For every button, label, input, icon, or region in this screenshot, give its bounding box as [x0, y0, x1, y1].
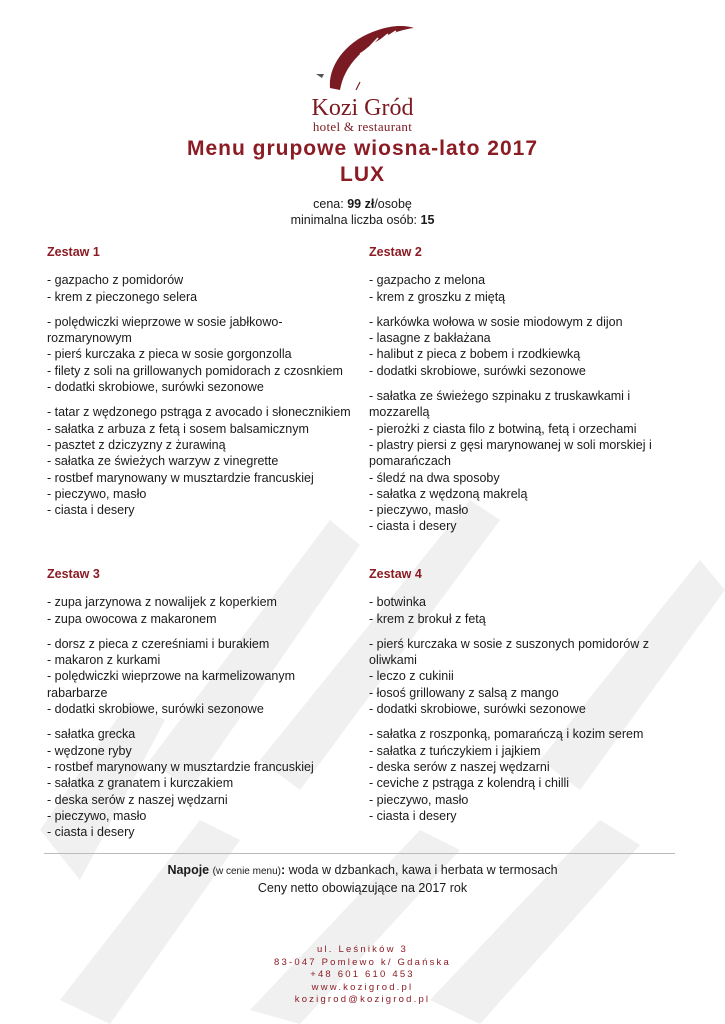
menu-item: - pieczywo, masło [369, 503, 469, 518]
course-group [369, 314, 669, 379]
menu-item: - ceviche z pstrąga z kolendrą i chilli [369, 776, 570, 791]
menu-item: - zupa owocowa z makaronem [47, 611, 217, 626]
set-2 [369, 244, 669, 544]
menu-item: - botwinka [369, 595, 426, 610]
menu-item: - zupa jarzynowa z nowalijek z koperkiem [47, 595, 277, 610]
course-group [369, 636, 669, 717]
menu-item: - makaron z kurkami [47, 653, 161, 668]
menu-item: - plastry piersi z gęsi marynowanej w soli morskiej i [369, 437, 652, 452]
brand-subtitle: hotel & restaurant [312, 119, 413, 134]
footer-city: 83-047 Pomlewo k/ Gdańska [274, 956, 451, 968]
menu-item: - filety z soli na grillowanych pomidorach z czosnkiem [47, 363, 343, 378]
course-group [369, 388, 669, 535]
menu-item: - sałatka z arbuza z fetą i sosem balsamicznym [47, 421, 309, 436]
menu-item: - pieczywo, masło [47, 808, 147, 823]
menu-item: - łosoś grillowany z salsą z mango [369, 685, 559, 700]
menu-item: - gazpacho z melona [369, 273, 486, 288]
set-title: Zestaw 1 [47, 245, 100, 259]
menu-item: mozzarellą [369, 405, 430, 420]
menu-variant: LUX [340, 163, 385, 186]
course-group [369, 272, 669, 305]
menu-item: - polędwiczki wieprzowe na karmelizowanym [47, 669, 296, 684]
menu-item: - dodatki skrobiowe, surówki sezonowe [369, 363, 586, 378]
menu-item: - krem z pieczonego selera [47, 289, 198, 304]
drinks-label: Napoje [167, 863, 210, 877]
logo [300, 18, 425, 134]
menu-item: - dodatki skrobiowe, surówki sezonowe [369, 702, 586, 717]
set-3 [47, 566, 347, 849]
menu-item: - halibut z pieca z bobem i rzodkiewką [369, 347, 581, 362]
course-group [47, 636, 347, 717]
min-persons-label: minimalna liczba osób: [290, 213, 421, 227]
menu-item: - ciasta i desery [47, 825, 135, 840]
menu-item: - ciasta i desery [369, 519, 457, 534]
menu-item: - sałatka ze świeżego szpinaku z truskawkami i [369, 389, 631, 404]
course-group [47, 272, 347, 305]
divider [44, 853, 675, 854]
drinks-text: woda w dzbankach, kawa i herbata w termosach [285, 863, 558, 877]
prices-note: Ceny netto obowiązujące na 2017 rok [257, 881, 468, 895]
menu-item: - sałatka grecka [47, 727, 136, 742]
menu-item: - krem z brokuł z fetą [369, 611, 486, 626]
drinks-note: (w cenie menu) [212, 866, 281, 877]
course-group [47, 314, 347, 395]
set-4 [369, 566, 669, 833]
min-persons-line [0, 212, 725, 228]
menu-item: - ciasta i desery [47, 503, 135, 518]
menu-item: - pasztet z dziczyzny z żurawiną [47, 437, 226, 452]
menu-item: - wędzone ryby [47, 743, 132, 758]
course-group [47, 594, 347, 627]
menu-item: - gazpacho z pomidorów [47, 273, 184, 288]
menu-item: - krem z groszku z miętą [369, 289, 506, 304]
price-line [0, 196, 725, 212]
footer-contact [0, 944, 725, 1007]
menu-item: rozmarynowym [47, 331, 132, 346]
menu-item: - pieczywo, masło [47, 486, 147, 501]
menu-item: - sałatka z granatem i kurczakiem [47, 776, 234, 791]
menu-item: - pieczywo, masło [369, 792, 469, 807]
menu-item: - pierożki z ciasta filo z botwiną, fetą i orzechami [369, 421, 637, 436]
price-value: 99 zł [347, 197, 375, 211]
menu-item: pomarańczach [369, 454, 451, 469]
menu-item: - ciasta i desery [369, 808, 457, 823]
set-title: Zestaw 2 [369, 245, 422, 259]
set-title: Zestaw 3 [47, 567, 100, 581]
menu-title: Menu grupowe wiosna-lato 2017 [186, 137, 539, 160]
brand-name: Kozi Gród [311, 95, 414, 121]
menu-item: - pierś kurczaka z pieca w sosie gorgonzolla [47, 347, 292, 362]
price-suffix: /osobę [374, 197, 412, 211]
menu-item: - sałatka z tuńczykiem i jajkiem [369, 743, 541, 758]
set-title: Zestaw 4 [369, 567, 422, 581]
min-persons-value: 15 [420, 213, 435, 227]
menu-item: oliwkami [369, 653, 417, 668]
course-group [47, 404, 351, 518]
footer-email[interactable]: kozigrod@kozigrod.pl [294, 994, 431, 1006]
menu-item: rabarbarze [47, 685, 108, 700]
menu-item: - leczo z cukinii [369, 669, 454, 684]
menu-item: - sałatka z roszponką, pomarańczą i kozim serem [369, 727, 644, 742]
menu-item: - tatar z wędzonego pstrąga z avocado i słonecznikiem [47, 405, 351, 420]
set-1 [47, 244, 351, 527]
menu-item: - deska serów z naszej wędzarni [47, 792, 228, 807]
drinks-colon: : [280, 863, 286, 877]
goat-horn-logo-icon [308, 18, 418, 100]
footer-street: ul. Leśników 3 [316, 944, 408, 955]
menu-item: - polędwiczki wieprzowe w sosie jabłkowo- [47, 314, 283, 329]
menu-item: - rostbef marynowany w musztardzie francuskiej [47, 759, 314, 774]
menu-item: - dorsz z pieca z czereśniami i burakiem [47, 636, 270, 651]
menu-item: - dodatki skrobiowe, surówki sezonowe [47, 380, 264, 395]
menu-item: - śledź na dwa sposoby [369, 470, 500, 485]
footer-website[interactable]: www.kozigrod.pl [311, 981, 414, 993]
menu-item: - pierś kurczaka w sosie z suszonych pomidorów z [369, 636, 649, 651]
menu-item: - sałatka z wędzoną makrelą [369, 486, 528, 501]
menu-item: - sałatka ze świeżych warzyw z vinegrette [47, 454, 279, 469]
drinks-info [0, 862, 725, 897]
menu-item: - deska serów z naszej wędzarni [369, 759, 550, 774]
price-label: cena: [313, 197, 348, 211]
menu-item: - dodatki skrobiowe, surówki sezonowe [47, 702, 264, 717]
menu-item: - lasagne z bakłażana [369, 331, 491, 346]
course-group [47, 726, 347, 840]
course-group [369, 594, 669, 627]
menu-item: - rostbef marynowany w musztardzie francuskiej [47, 470, 314, 485]
course-group [369, 726, 669, 824]
menu-item: - karkówka wołowa w sosie miodowym z dijon [369, 314, 623, 329]
footer-phone: +48 601 610 453 [310, 969, 415, 981]
